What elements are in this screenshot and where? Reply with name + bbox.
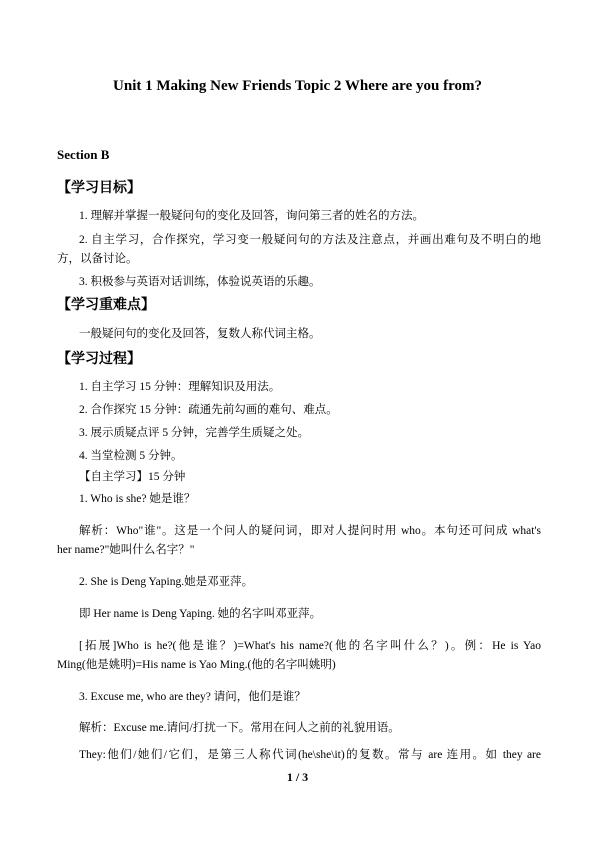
document-title: Unit 1 Making New Friends Topic 2 Where are you from? xyxy=(113,78,482,94)
objective-3: 3. 积极参与英语对话训练，体验说英语的乐趣。 xyxy=(79,276,321,288)
key-points-text: 一般疑问句的变化及回答，复数人称代词主格。 xyxy=(79,328,321,340)
heading-key-points: 【学习重难点】 xyxy=(57,297,155,313)
section-label: Section B xyxy=(57,147,110,162)
objective-1: 1. 理解并掌握一般疑问句的变化及回答，询问第三者的姓名的方法。 xyxy=(79,210,424,222)
they-explain: They:他们/她们/它们，是第三人称代词(he\she\it)的复数。常与 are 连用。如 they are xyxy=(79,749,541,761)
question-1-explain-cont: her name?"她叫什么名字？" xyxy=(57,544,195,556)
question-3: 3. Excuse me, who are they? 请问，他们是谁？ xyxy=(79,691,306,703)
process-step-3: 3. 展示质疑点评 5 分钟，完善学生质疑之处。 xyxy=(79,427,309,439)
self-study-label: 【自主学习】15 分钟 xyxy=(79,471,186,483)
objective-2: 2. 自主学习，合作探究，学习变一般疑问句的方法及注意点，并画出难句及不明白的地 xyxy=(79,234,541,246)
question-2: 2. She is Deng Yaping.她是邓亚萍。 xyxy=(79,576,254,588)
heading-objectives: 【学习目标】 xyxy=(57,180,141,196)
process-step-4: 4. 当堂检测 5 分钟。 xyxy=(79,450,183,462)
question-2-alt: 即 Her name is Deng Yaping. 她的名字叫邓亚萍。 xyxy=(79,608,322,620)
heading-process: 【学习过程】 xyxy=(57,351,141,367)
extension-1: [拓展]Who is he?(他是谁？)=What's his name?(他的名字叫什么？)。例：He is Yao xyxy=(79,640,541,652)
question-1-explain: 解析：Who"谁"。这是一个问人的疑问词，即对人提问时用 who。本句还可问成 what's xyxy=(79,525,541,537)
page-number: 1 / 3 xyxy=(286,770,309,784)
process-step-2: 2. 合作探究 15 分钟：疏通先前勾画的难句、难点。 xyxy=(79,404,338,416)
question-3-explain: 解析：Excuse me.请问/打扰一下。常用在问人之前的礼貌用语。 xyxy=(79,722,400,734)
objective-2-cont: 方，以备讨论。 xyxy=(57,253,138,265)
question-1: 1. Who is she? 她是谁？ xyxy=(79,493,196,505)
extension-2: Ming(他是姚明)=His name is Yao Ming.(他的名字叫姚明) xyxy=(57,659,336,671)
process-step-1: 1. 自主学习 15 分钟：理解知识及用法。 xyxy=(79,381,281,393)
